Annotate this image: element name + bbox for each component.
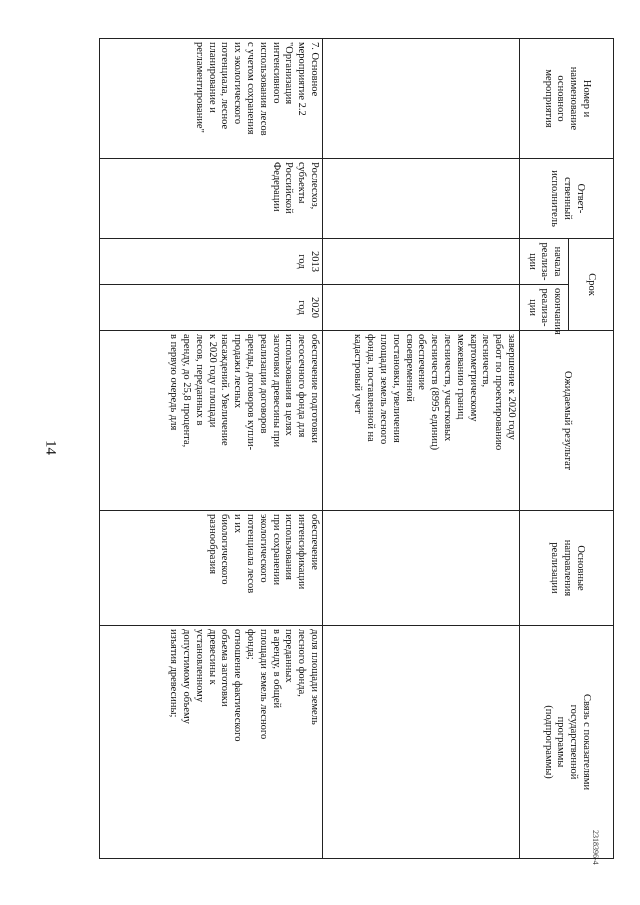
cell-main-directions: обеспечение интенсификации использования при сохранении экологического потенциала лесов и их биологического разнообразия	[100, 511, 323, 626]
header-term-start: начала реализа- ции	[520, 239, 569, 285]
cell-main-directions	[323, 511, 520, 626]
program-activities-table	[99, 38, 614, 859]
header-link-indicators: Связь с показателями государственной программы (подпрограммы)	[520, 626, 614, 859]
rotated-table-container	[54, 38, 614, 858]
cell-executor: Рослесхоз, субъекты Российской Федерации	[100, 159, 323, 239]
header-term: Срок	[569, 239, 614, 331]
table-header-row	[569, 39, 614, 859]
cell-end	[323, 285, 520, 331]
cell-link-indicators	[323, 626, 520, 859]
cell-link-indicators: доля площади земель лесного фонда, переданных в аренду, в общей площади земель лесного фонда; отношение фактического объема заготовки древесины к установленному допустимому объему изъятия древесины;	[100, 626, 323, 859]
cell-number-name: 7. Основное мероприятие 2.2 "Организация интенсивного использования лесов с учетом сохранения их экологического потенциала, лесное планирование и регламентирование"	[100, 39, 323, 159]
table-row	[100, 39, 323, 859]
cell-start: 2013 год	[100, 239, 323, 285]
header-expected-result: Ожидаемый результат	[520, 331, 614, 511]
header-number-name: Номер и наименование основного мероприятия	[520, 39, 614, 159]
cell-expected-result: завершение к 2020 году работ по проектированию лесничеств, картометрическому межеванию границ лесничеств, участковых лесничеств (8995 единиц) обеспечение своевременной постановки, увеличения площади земель лесного фонда, поставленной на кадастровый учет	[323, 331, 520, 511]
header-main-directions: Основные направления реализации	[520, 511, 614, 626]
header-term-end: окончания реализа- ции	[520, 285, 569, 331]
cell-start	[323, 239, 520, 285]
cell-expected-result: обеспечение подготовки лесосечного фонда для использования в целях заготовки древесины при реализации договоров аренды, договоров купли- продажи лесных насаждений. Увеличение к 2020 году площади лесов, переданных в аренду, до 25,8 процента, в первую очередь для	[100, 331, 323, 511]
table-row	[323, 39, 520, 859]
page-number: 14	[42, 440, 59, 455]
header-executor: Ответ- ственный исполнитель	[520, 159, 614, 239]
cell-end: 2020 год	[100, 285, 323, 331]
cell-executor	[323, 159, 520, 239]
document-code: 2318396-4	[591, 830, 600, 865]
cell-number-name	[323, 39, 520, 159]
